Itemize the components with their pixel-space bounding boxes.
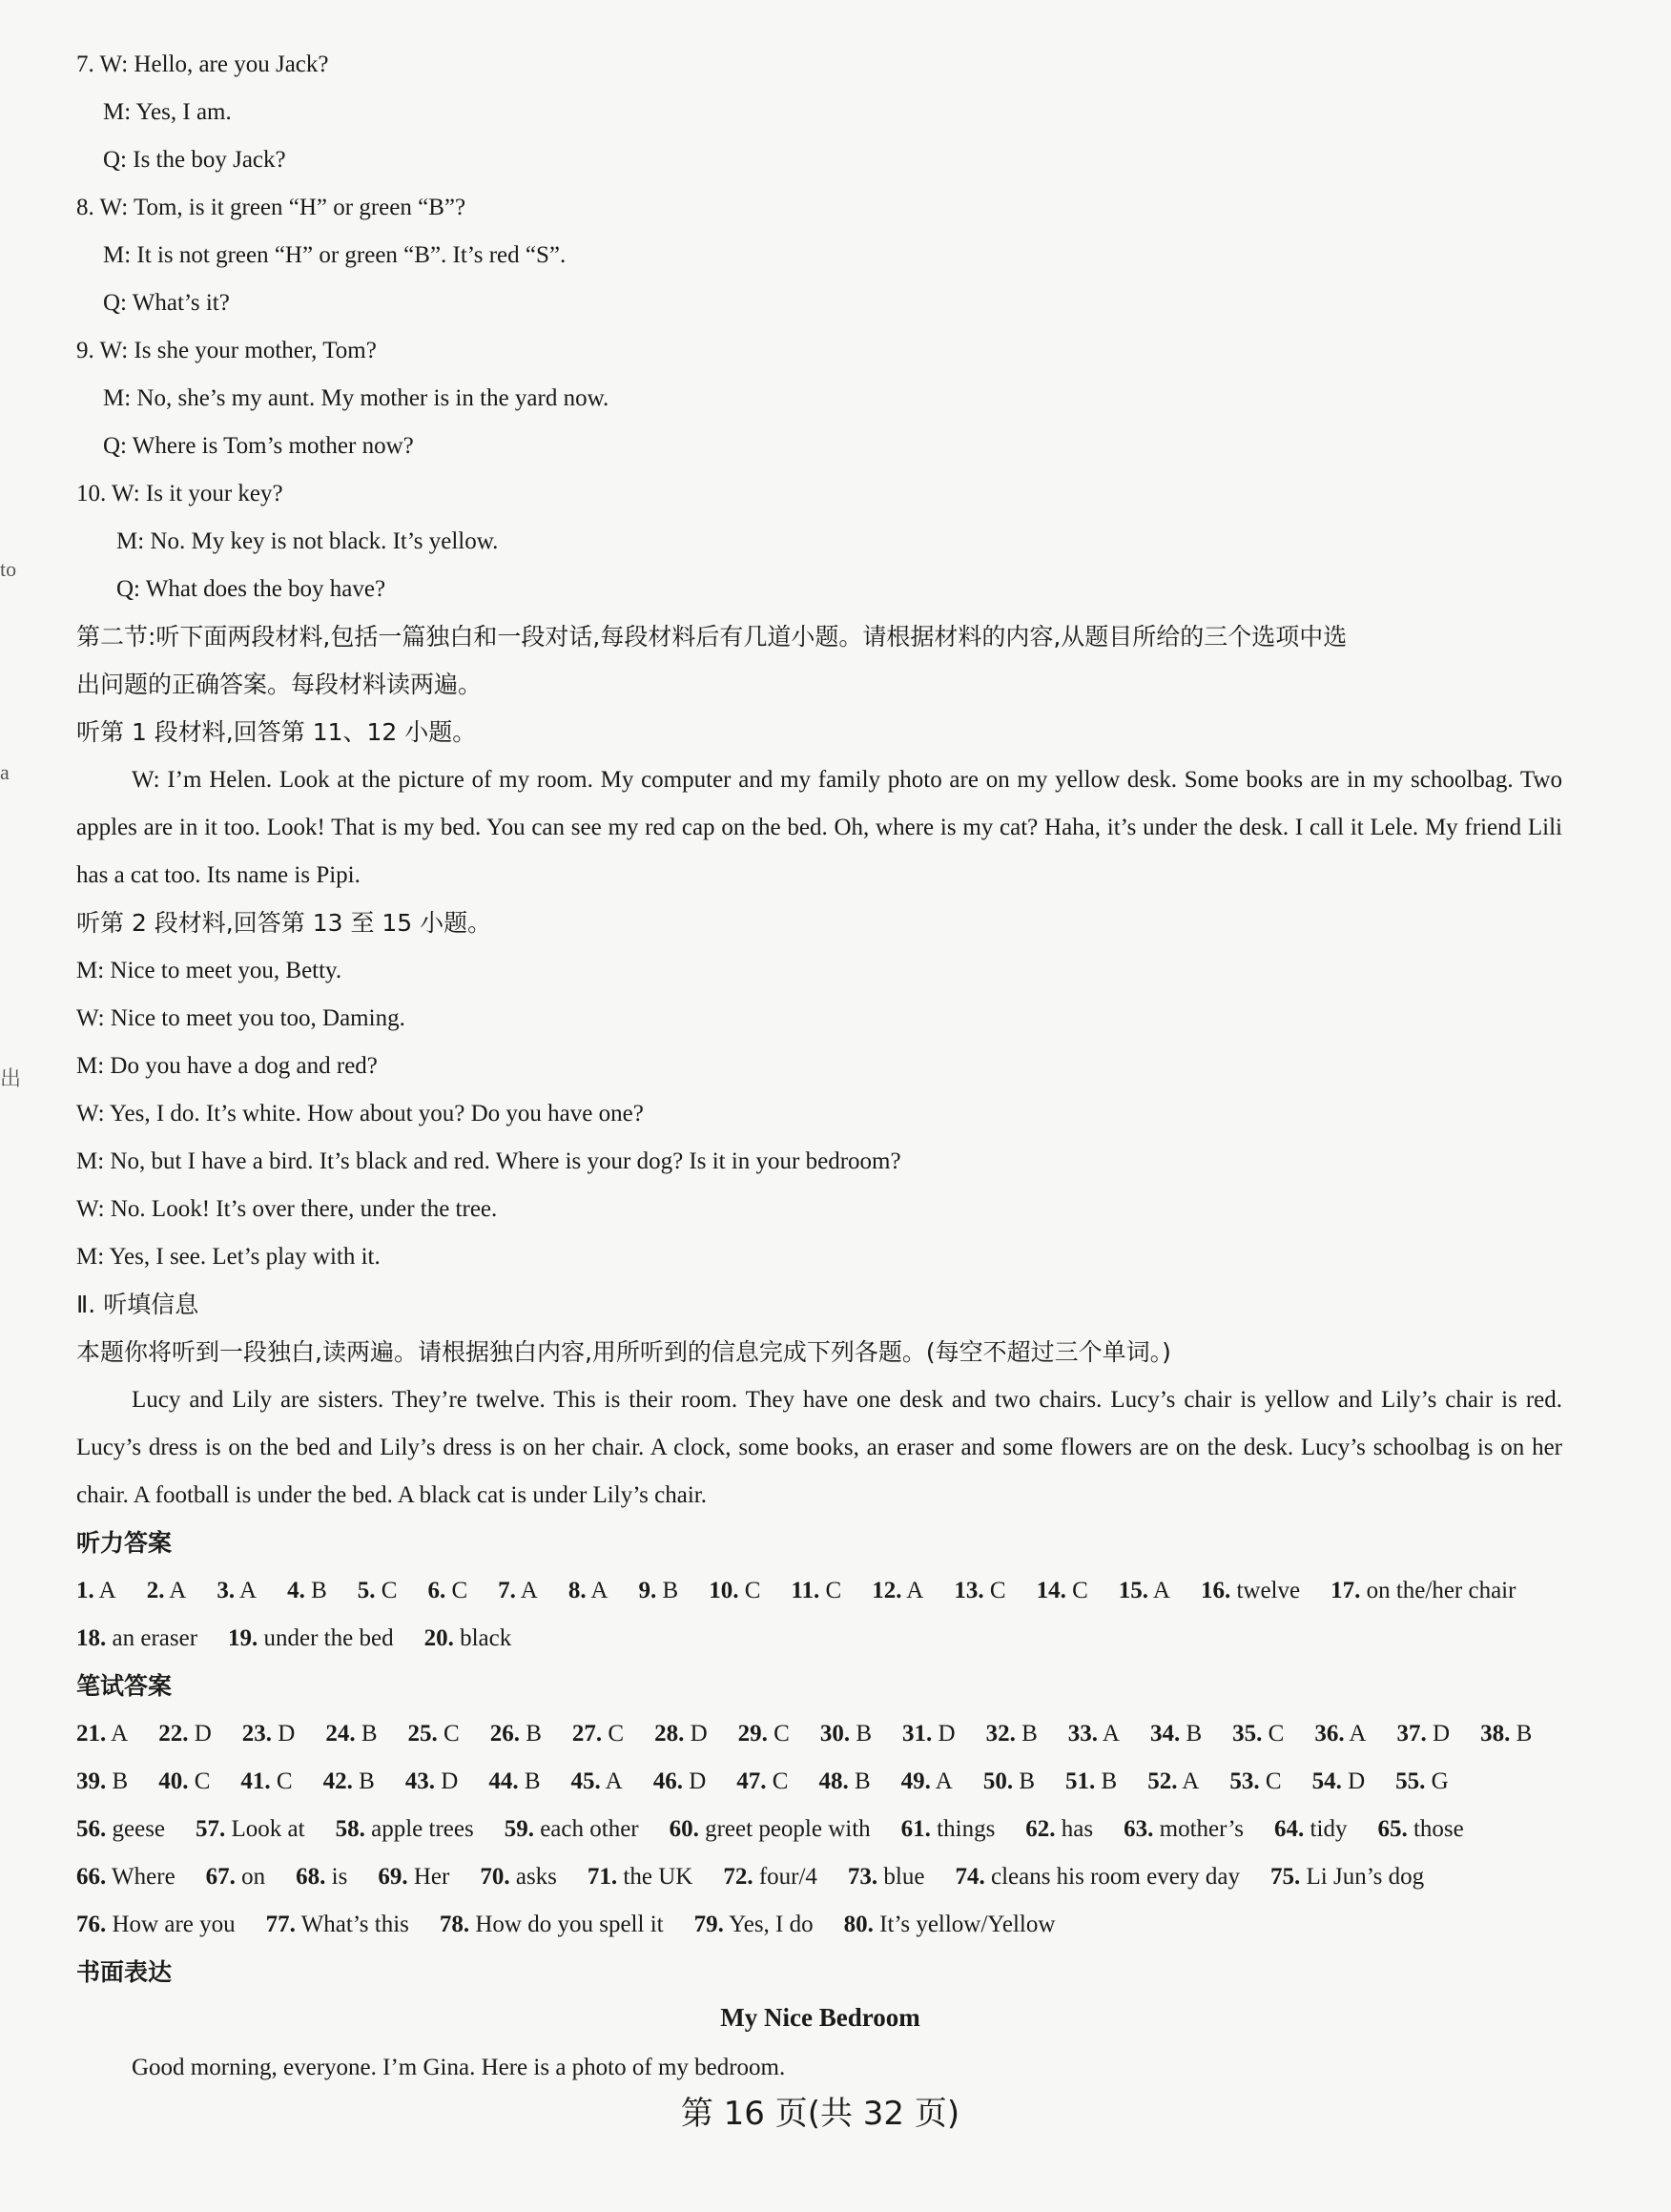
answer-item <box>736 1758 788 1806</box>
answer-value: A <box>1148 1578 1170 1603</box>
answer-item <box>902 1710 956 1758</box>
answer-value: B <box>1015 1721 1038 1747</box>
answer-value: those <box>1407 1816 1464 1842</box>
answer-value: mother’s <box>1153 1816 1245 1842</box>
answer-value: tidy <box>1304 1816 1348 1842</box>
answer-number: 79. <box>693 1912 724 1937</box>
answer-item <box>954 1567 1005 1615</box>
answer-number: 21. <box>76 1721 107 1747</box>
answer-value: A <box>1344 1721 1367 1747</box>
answer-value: C <box>738 1578 761 1603</box>
answer-value: A <box>600 1768 623 1794</box>
answer-number: 56. <box>76 1816 107 1842</box>
answer-item <box>440 1901 664 1949</box>
answer-number: 52. <box>1147 1768 1178 1794</box>
answer-number: 73. <box>847 1864 878 1890</box>
dialogue-line: W: Nice to meet you too, Daming. <box>76 1005 405 1031</box>
answer-number: 77. <box>265 1912 296 1937</box>
answer-number: 43. <box>404 1768 435 1794</box>
answer-value: Look at <box>225 1816 305 1842</box>
answer-value: D <box>188 1721 212 1747</box>
answer-value: twelve <box>1230 1578 1301 1603</box>
answer-item <box>654 1710 708 1758</box>
answer-number: 47. <box>736 1768 767 1794</box>
answer-number: 26. <box>489 1721 520 1747</box>
answer-number: 7. <box>498 1578 516 1603</box>
answer-number: 72. <box>723 1864 753 1890</box>
answer-item <box>1274 1806 1347 1853</box>
answer-item <box>1068 1710 1120 1758</box>
answer-value: C <box>819 1578 842 1603</box>
answer-number: 6. <box>427 1578 446 1603</box>
answer-item <box>76 1758 128 1806</box>
answer-value: black <box>453 1625 512 1651</box>
answer-item <box>1270 1853 1424 1901</box>
answer-item <box>158 1758 210 1806</box>
answer-value: C <box>767 1721 790 1747</box>
answer-item <box>572 1710 624 1758</box>
answer-value: B <box>656 1578 679 1603</box>
answer-number: 64. <box>1274 1816 1305 1842</box>
answer-number: 61. <box>900 1816 931 1842</box>
answer-value: A <box>586 1578 609 1603</box>
answer-item <box>986 1710 1038 1758</box>
answer-number: 18. <box>76 1625 107 1651</box>
material-heading: 听第 2 段材料,回答第 13 至 15 小题。 <box>76 909 492 937</box>
answer-number: 53. <box>1229 1768 1260 1794</box>
answer-number: 31. <box>902 1721 933 1747</box>
answer-item <box>488 1758 540 1806</box>
answer-item <box>738 1710 790 1758</box>
answer-number: 57. <box>196 1816 226 1842</box>
section-instruction: 第二节:听下面两段材料,包括一篇独白和一段对话,每段材料后有几道小题。请根据材料的内容,从题目所给的三个选项中选 <box>76 623 1348 651</box>
answer-item <box>266 1901 409 1949</box>
answer-value: A <box>901 1578 924 1603</box>
answer-value: A <box>1098 1721 1120 1747</box>
answer-number: 50. <box>982 1768 1014 1794</box>
dialogue-line: W: No. Look! It’s over there, under the tree. <box>76 1196 498 1222</box>
answer-item <box>955 1853 1240 1901</box>
answer-item <box>1397 1710 1451 1758</box>
answer-item <box>480 1853 557 1901</box>
answer-item <box>872 1567 923 1615</box>
answer-number: 51. <box>1065 1768 1096 1794</box>
answer-value: A <box>235 1578 258 1603</box>
answer-value: B <box>518 1768 541 1794</box>
answer-value: A <box>515 1578 538 1603</box>
answer-item <box>723 1853 817 1901</box>
answer-value: asks <box>509 1864 557 1890</box>
answer-item <box>228 1615 394 1663</box>
answer-number: 5. <box>357 1578 376 1603</box>
answer-number: 35. <box>1232 1721 1263 1747</box>
answer-item <box>848 1853 925 1901</box>
answer-value: blue <box>877 1864 925 1890</box>
answer-value: D <box>1341 1768 1366 1794</box>
dialogue-line: 10. W: Is it your key? <box>76 481 283 506</box>
answer-item <box>820 1710 872 1758</box>
answer-item <box>240 1758 292 1806</box>
answer-number: 36. <box>1314 1721 1345 1747</box>
answer-value: A <box>106 1721 129 1747</box>
answer-value: Where <box>106 1864 175 1890</box>
answer-value: under the bed <box>258 1625 394 1651</box>
essay-first-line: Good morning, everyone. I’m Gina. Here is a photo of my bedroom. <box>132 2055 786 2080</box>
answer-item <box>983 1758 1035 1806</box>
answer-number: 2. <box>146 1578 165 1603</box>
answer-number: 49. <box>900 1768 931 1794</box>
answer-number: 80. <box>843 1912 874 1937</box>
answer-number: 13. <box>954 1578 984 1603</box>
answer-item <box>325 1710 377 1758</box>
dialogue-line: M: No. My key is not black. It’s yellow. <box>116 528 499 554</box>
answer-value: four/4 <box>753 1864 817 1890</box>
answer-value: C <box>983 1578 1006 1603</box>
answer-number: 44. <box>488 1768 519 1794</box>
writing-heading: 书面表达 <box>76 1958 173 1986</box>
answer-item <box>76 1901 236 1949</box>
answer-number: 19. <box>228 1625 258 1651</box>
dialogue-line: M: It is not green “H” or green “B”. It’s red “S”. <box>103 242 567 268</box>
answer-value: How do you spell it <box>469 1912 664 1937</box>
answer-value: What’s this <box>295 1912 409 1937</box>
answer-item <box>336 1806 474 1853</box>
answer-value: How are you <box>106 1912 236 1937</box>
answer-value: geese <box>106 1816 166 1842</box>
answer-number: 54. <box>1311 1768 1342 1794</box>
material-text: Lucy and Lily are sisters. They’re twelve. This is their room. They have one desk and two chairs. Lucy’s chair is yellow and Lily’s chair is red. Lucy’s dress is on the bed and Lily’s dress is on her chair. A clock, some books, an eraser and some flowers are on the desk. Lucy’s schoolbag is on her chair. A football is under the bed. A black cat is under Lily’s chair. <box>76 1387 1562 1508</box>
answer-number: 11. <box>791 1578 820 1603</box>
answer-number: 29. <box>737 1721 768 1747</box>
answer-number: 20. <box>423 1625 454 1651</box>
answer-number: 74. <box>955 1864 985 1890</box>
answer-item <box>76 1853 175 1901</box>
answer-value: A <box>1177 1768 1200 1794</box>
listening-answers-heading: 听力答案 <box>76 1529 173 1557</box>
answer-value: D <box>682 1768 707 1794</box>
written-answers <box>76 1710 1564 1949</box>
dialogue-line: M: No, she’s my aunt. My mother is in the yard now. <box>103 385 609 411</box>
answer-number: 22. <box>158 1721 189 1747</box>
material-text: W: I’m Helen. Look at the picture of my room. My computer and my family photo are on my yellow desk. Some books are in my schoolbag. Two apples are in it too. Look! That is my bed. You can see my red cap on the bed. Oh, where is my cat? Haha, it’s under the desk. I call it Lele. My friend Lili has a cat too. Its name is Pipi. <box>76 767 1562 888</box>
answer-item <box>653 1758 707 1806</box>
material-heading: 听第 1 段材料,回答第 11、12 小题。 <box>76 718 477 746</box>
answer-number: 38. <box>1480 1721 1511 1747</box>
answer-number: 55. <box>1395 1768 1426 1794</box>
answer-item <box>791 1567 841 1615</box>
answer-number: 42. <box>322 1768 353 1794</box>
answer-value: A <box>164 1578 187 1603</box>
answer-value: C <box>445 1578 468 1603</box>
answer-item <box>408 1710 460 1758</box>
answer-item <box>1314 1710 1366 1758</box>
answer-number: 24. <box>325 1721 356 1747</box>
answer-item <box>1150 1710 1202 1758</box>
dialogue-line: M: Yes, I am. <box>103 99 232 125</box>
section-instruction: 出问题的正确答案。每段材料读两遍。 <box>76 671 483 698</box>
answer-value: B <box>850 1721 872 1747</box>
answer-item <box>158 1710 212 1758</box>
answer-number: 10. <box>709 1578 739 1603</box>
dialogue-line: Q: What does the boy have? <box>116 576 386 602</box>
answer-item <box>358 1567 398 1615</box>
answer-number: 17. <box>1331 1578 1361 1603</box>
answer-item <box>242 1710 296 1758</box>
answer-value: is <box>325 1864 348 1890</box>
section-heading: Ⅱ. 听填信息 <box>76 1291 199 1318</box>
answer-item <box>296 1853 347 1901</box>
answer-number: 4. <box>287 1578 305 1603</box>
margin-mark: to <box>0 557 17 581</box>
answer-value: D <box>272 1721 296 1747</box>
answer-number: 41. <box>240 1768 271 1794</box>
answer-number: 1. <box>76 1578 94 1603</box>
answer-item <box>196 1806 305 1853</box>
answer-value: D <box>932 1721 956 1747</box>
dialogue-line: Q: What’s it? <box>103 290 230 316</box>
answer-item <box>76 1567 116 1615</box>
answer-item <box>287 1567 327 1615</box>
answer-item <box>505 1806 639 1853</box>
listening-answers <box>76 1567 1564 1663</box>
answer-value: each other <box>533 1816 639 1842</box>
answer-value: B <box>106 1768 129 1794</box>
answer-number: 45. <box>570 1768 601 1794</box>
answer-value: B <box>1510 1721 1533 1747</box>
answer-value: C <box>1065 1578 1088 1603</box>
answer-value: on <box>235 1864 266 1890</box>
dialogue-line: Q: Is the boy Jack? <box>103 147 286 173</box>
dialogue-line: W: Yes, I do. It’s white. How about you? Do you have one? <box>76 1101 644 1127</box>
dialogue-line: 7. W: Hello, are you Jack? <box>76 52 329 77</box>
answer-number: 34. <box>1149 1721 1181 1747</box>
answer-number: 46. <box>652 1768 683 1794</box>
answer-item <box>206 1853 266 1901</box>
answer-value: things <box>930 1816 996 1842</box>
answer-number: 14. <box>1036 1578 1066 1603</box>
answer-number: 23. <box>241 1721 272 1747</box>
section-instruction: 本题你将听到一段独白,读两遍。请根据独白内容,用所听到的信息完成下列各题。(每空不超过三个单词。) <box>76 1338 1171 1366</box>
answer-number: 12. <box>872 1578 902 1603</box>
answer-value: C <box>1259 1768 1282 1794</box>
answer-value: B <box>355 1721 378 1747</box>
answer-item <box>490 1710 542 1758</box>
answer-value: on the/her chair <box>1360 1578 1516 1603</box>
answer-number: 59. <box>504 1816 534 1842</box>
answer-value: B <box>304 1578 327 1603</box>
answer-number: 40. <box>158 1768 189 1794</box>
answer-item <box>1065 1758 1117 1806</box>
answer-item <box>1229 1758 1281 1806</box>
answer-number: 63. <box>1124 1816 1154 1842</box>
answer-item <box>147 1567 187 1615</box>
answer-number: 8. <box>567 1578 587 1603</box>
answer-value: C <box>270 1768 293 1794</box>
answer-number: 76. <box>76 1912 107 1937</box>
answer-number: 15. <box>1118 1578 1148 1603</box>
answer-item <box>1395 1758 1449 1806</box>
answer-item <box>1037 1567 1088 1615</box>
answer-value: D <box>1426 1721 1451 1747</box>
answer-item <box>588 1853 692 1901</box>
dialogue-line: 9. W: Is she your mother, Tom? <box>76 338 377 363</box>
dialogue-line: M: Nice to meet you, Betty. <box>76 958 342 983</box>
answer-number: 60. <box>669 1816 699 1842</box>
answer-number: 3. <box>217 1578 236 1603</box>
essay-title: My Nice Bedroom <box>720 2003 920 2032</box>
answer-number: 69. <box>378 1864 408 1890</box>
answer-item <box>76 1806 165 1853</box>
answer-number: 39. <box>76 1768 107 1794</box>
answer-item <box>901 1758 953 1806</box>
answer-item <box>1119 1567 1170 1615</box>
answer-number: 16. <box>1200 1578 1231 1603</box>
answer-number: 9. <box>638 1578 657 1603</box>
answer-number: 27. <box>571 1721 603 1747</box>
answer-item <box>323 1758 375 1806</box>
answer-item <box>670 1806 871 1853</box>
answer-item <box>427 1567 467 1615</box>
answer-number: 30. <box>819 1721 851 1747</box>
answer-number: 71. <box>587 1864 618 1890</box>
answer-item <box>1232 1710 1284 1758</box>
answer-value: cleans his room every day <box>984 1864 1240 1890</box>
answer-value: It’s yellow/Yellow <box>873 1912 1056 1937</box>
answer-value: has <box>1055 1816 1094 1842</box>
answer-value: C <box>602 1721 625 1747</box>
answer-number: 68. <box>296 1864 326 1890</box>
answer-value: C <box>375 1578 398 1603</box>
answer-number: 66. <box>76 1864 107 1890</box>
dialogue-line: M: Do you have a dog and red? <box>76 1053 378 1079</box>
answer-item <box>498 1567 538 1615</box>
answer-number: 32. <box>985 1721 1016 1747</box>
answer-value: Yes, I do <box>723 1912 814 1937</box>
answer-item <box>405 1758 459 1806</box>
answer-value: C <box>766 1768 789 1794</box>
answer-number: 48. <box>818 1768 849 1794</box>
answer-item <box>76 1615 197 1663</box>
answer-value: the UK <box>617 1864 693 1890</box>
answer-item <box>1147 1758 1199 1806</box>
dialogue-line: M: No, but I have a bird. It’s black and red. Where is your dog? Is it in your bedroom? <box>76 1148 901 1174</box>
answer-number: 78. <box>439 1912 470 1937</box>
answer-item <box>1331 1567 1516 1615</box>
answer-value: B <box>1095 1768 1118 1794</box>
answer-value: B <box>1180 1721 1203 1747</box>
answer-value: an eraser <box>106 1625 198 1651</box>
margin-mark: a <box>0 760 10 784</box>
answer-number: 58. <box>335 1816 365 1842</box>
answer-item <box>694 1901 814 1949</box>
answer-value: greet people with <box>698 1816 871 1842</box>
answer-number: 67. <box>205 1864 236 1890</box>
answer-item <box>1312 1758 1366 1806</box>
answer-item <box>76 1710 128 1758</box>
answer-item <box>709 1567 760 1615</box>
answer-value: C <box>1262 1721 1285 1747</box>
margin-mark: 出 <box>0 1066 22 1090</box>
answer-number: 28. <box>654 1721 685 1747</box>
answer-item <box>1124 1806 1244 1853</box>
answer-item <box>571 1758 623 1806</box>
page-footer: 第 16 页(共 32 页) <box>680 2095 960 2133</box>
answer-number: 62. <box>1025 1816 1056 1842</box>
answer-value: A <box>930 1768 953 1794</box>
answer-value: C <box>188 1768 211 1794</box>
answer-item <box>568 1567 609 1615</box>
answer-number: 65. <box>1377 1816 1408 1842</box>
answer-item <box>1025 1806 1093 1853</box>
written-answers-heading: 笔试答案 <box>76 1672 173 1700</box>
answer-value: D <box>684 1721 708 1747</box>
answer-number: 37. <box>1396 1721 1427 1747</box>
answer-item <box>217 1567 257 1615</box>
answer-item <box>1201 1567 1300 1615</box>
answer-item <box>1480 1710 1532 1758</box>
answer-value: B <box>1013 1768 1035 1794</box>
dialogue-line: Q: Where is Tom’s mother now? <box>103 433 414 459</box>
answer-number: 70. <box>480 1864 510 1890</box>
answer-item <box>818 1758 870 1806</box>
answer-value: G <box>1425 1768 1449 1794</box>
answer-value: C <box>437 1721 460 1747</box>
answer-number: 75. <box>1270 1864 1301 1890</box>
answer-item <box>639 1567 679 1615</box>
answer-value: D <box>435 1768 459 1794</box>
answer-value: A <box>93 1578 116 1603</box>
answer-item <box>1377 1806 1463 1853</box>
answer-number: 25. <box>407 1721 438 1747</box>
dialogue-line: 8. W: Tom, is it green “H” or green “B”? <box>76 195 466 220</box>
answer-value: apple trees <box>364 1816 474 1842</box>
answer-number: 33. <box>1067 1721 1098 1747</box>
answer-item <box>378 1853 449 1901</box>
answer-value: Li Jun’s dog <box>1300 1864 1425 1890</box>
answer-value: B <box>352 1768 375 1794</box>
answer-value: B <box>848 1768 871 1794</box>
answer-value: B <box>519 1721 542 1747</box>
answer-item <box>424 1615 512 1663</box>
answer-value: Her <box>407 1864 450 1890</box>
dialogue-line: M: Yes, I see. Let’s play with it. <box>76 1244 381 1270</box>
answer-item <box>901 1806 996 1853</box>
answer-item <box>844 1901 1056 1949</box>
